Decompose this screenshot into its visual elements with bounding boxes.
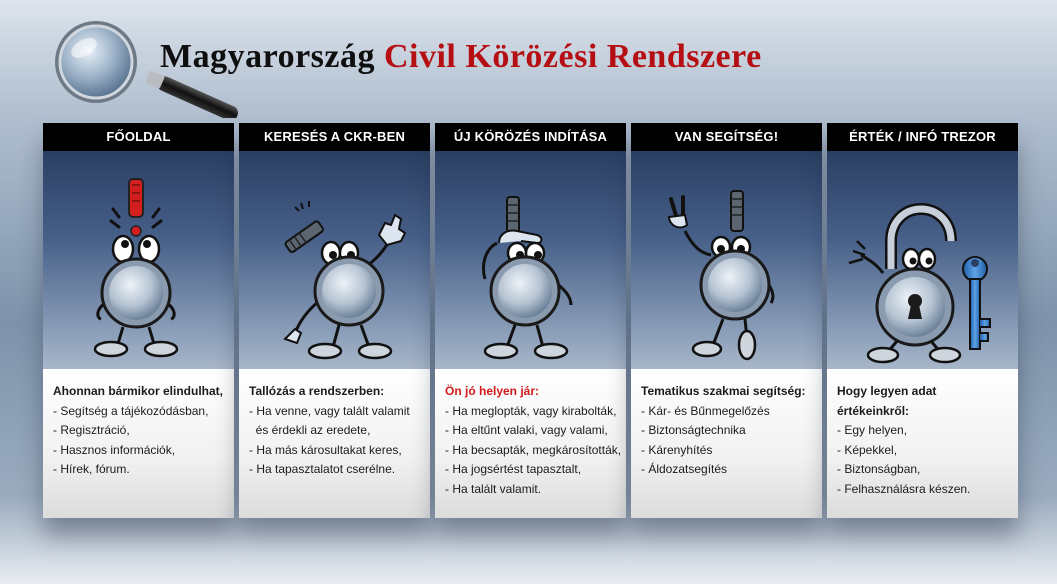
- panel-uj-korozes[interactable]: [435, 123, 626, 518]
- panel-description: [827, 369, 1018, 518]
- panel-lead: Hogy legyen adat értékeinkről:: [837, 384, 937, 418]
- panel-list: [249, 402, 422, 480]
- panel-heading[interactable]: ÉRTÉK / INFÓ TREZOR: [827, 123, 1018, 151]
- list-item: - Felhasználásra készen.: [837, 481, 971, 496]
- panel-description: [43, 369, 234, 518]
- panel-description: [631, 369, 822, 518]
- panel-description: [239, 369, 430, 518]
- panel-list: [837, 421, 1010, 499]
- site-title-part2: Civil Körözési Rendszere: [383, 38, 762, 75]
- list-item: - Ha tapasztalatot cserélne.: [249, 462, 396, 477]
- panel-list: [53, 402, 226, 480]
- list-item: - Regisztráció,: [53, 423, 130, 438]
- panel-van-segitseg[interactable]: [631, 123, 822, 518]
- list-item: - Segítség a tájékozódásban,: [53, 403, 209, 418]
- list-item: - Képekkel,: [837, 442, 898, 457]
- list-item: - Ha jogsértést tapasztalt,: [445, 462, 582, 477]
- pointing-magnifier-mascot-icon: [239, 151, 430, 369]
- site-title-part1: Magyarország: [160, 38, 375, 75]
- panel-list: [445, 402, 622, 500]
- site-title: [160, 38, 762, 76]
- panel-lead: Tematikus szakmai segítség:: [641, 384, 806, 398]
- panel-art[interactable]: [827, 151, 1018, 369]
- thinking-magnifier-mascot-icon: [435, 151, 626, 369]
- list-item: - Biztonságtechnika: [641, 423, 746, 438]
- panel-description: [435, 369, 626, 518]
- navigation-panels: [43, 123, 1018, 518]
- alert-magnifier-mascot-icon: [43, 151, 234, 369]
- panel-heading[interactable]: VAN SEGÍTSÉG!: [631, 123, 822, 151]
- list-item: - Kárenyhítés: [641, 442, 713, 457]
- panel-fooldal[interactable]: [43, 123, 234, 518]
- list-item: - Ha talált valamit.: [445, 481, 542, 496]
- victory-magnifier-mascot-icon: [631, 151, 822, 369]
- panel-heading[interactable]: FŐOLDAL: [43, 123, 234, 151]
- panel-lead: Tallózás a rendszerben:: [249, 384, 385, 398]
- panel-art[interactable]: [435, 151, 626, 369]
- panel-art[interactable]: [43, 151, 234, 369]
- list-item: - Ha meglopták, vagy kirabolták,: [445, 403, 617, 418]
- list-item: - Hírek, fórum.: [53, 462, 130, 477]
- list-item: - Ha más károsultakat keres,: [249, 442, 402, 457]
- list-item: - Egy helyen,: [837, 423, 908, 438]
- list-item: - Biztonságban,: [837, 462, 921, 477]
- padlock-key-mascot-icon: [827, 151, 1018, 369]
- panel-art[interactable]: [239, 151, 430, 369]
- panel-lead: Ahonnan bármikor elindulhat,: [53, 384, 224, 398]
- panel-heading[interactable]: KERESÉS A CKR-BEN: [239, 123, 430, 151]
- list-item: - Ha venne, vagy talált valamit: [249, 403, 410, 418]
- panel-list: [641, 402, 814, 480]
- panel-ertek-info-trezor[interactable]: [827, 123, 1018, 518]
- panel-kereses[interactable]: [239, 123, 430, 518]
- panel-art[interactable]: [631, 151, 822, 369]
- list-item: - Áldozatsegítés: [641, 462, 728, 477]
- panel-lead: Ön jó helyen jár:: [445, 384, 540, 398]
- list-item: és érdekli az eredete,: [249, 423, 371, 438]
- list-item: - Hasznos információk,: [53, 442, 176, 457]
- panel-heading[interactable]: ÚJ KÖRÖZÉS INDÍTÁSA: [435, 123, 626, 151]
- site-header: [44, 18, 762, 118]
- list-item: - Ha eltűnt valaki, vagy valami,: [445, 423, 608, 438]
- list-item: - Kár- és Bűnmegelőzés: [641, 403, 770, 418]
- list-item: - Ha becsapták, megkárosították,: [445, 442, 622, 457]
